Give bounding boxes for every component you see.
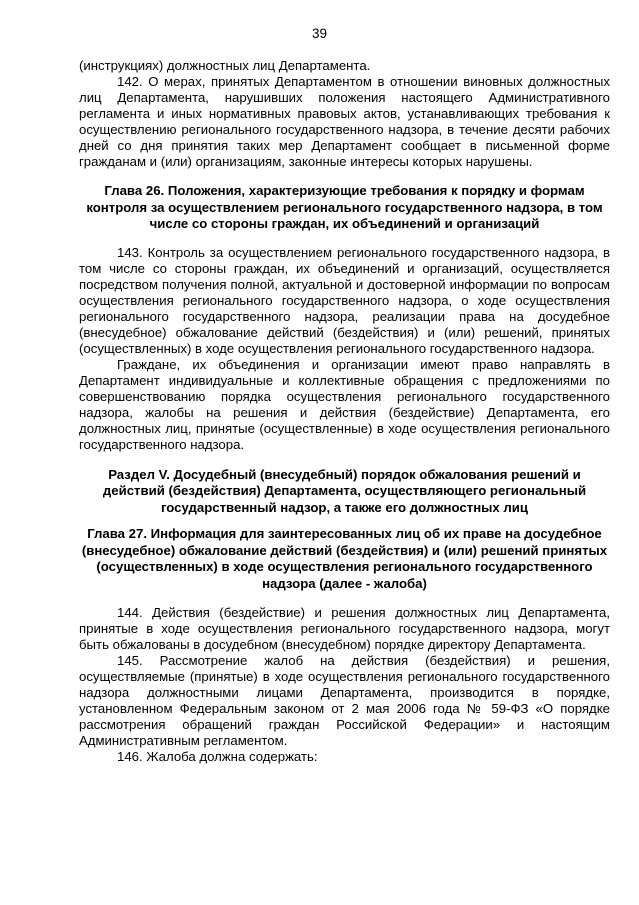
paragraph-146: 146. Жалоба должна содержать: [117,749,318,764]
chapter-26-heading: Глава 26. Положения, характеризующие требования к порядку и формам контроля за осуществлением регионального государственного надзора, в том числе со стороны граждан, их объединений и организаций [86,183,603,231]
paragraph-citizens-rights: Граждане, их объединения и организации имеют право направлять в Департамент индивидуальные и коллективные обращения с предложениями по совершенствованию порядка осуществления регионального государственного надзора, жалобы на решения и действия (бездействие) Департамента, его должностных лиц, принятые (осуществленные) в ходе осуществления регионального государственного надзора. [79,356,610,452]
page-number: 39 [311,26,328,41]
chapter-27-heading: Глава 27. Информация для заинтересованных лиц об их праве на досудебное (внесудебное) обжалование действий (бездействия) и (или) решений принятых (осуществленных) в ходе осуществления регионального государственного надзора (далее - жалоба) [81,526,608,591]
paragraph-144: 144. Действия (бездействие) и решения должностных лиц Департамента, принятые в ходе осуществления регионального государственного надзора, могут быть обжалованы в досудебном (внесудебном) порядке директору Департамента. [79,605,610,652]
page-content [79,58,610,765]
section-5-heading: Раздел V. Досудебный (внесудебный) порядок обжалования решений и действий (бездействия) Департамента, осуществляющего региональный государственный надзор, а также его должностных лиц [102,466,587,515]
paragraph-continuation: (инструкциях) должностных лиц Департамента. [79,58,371,73]
paragraph-145: 145. Рассмотрение жалоб на действия (бездействия) и решения, осуществляемые (принятые) в ходе осуществления регионального государственного надзора должностными лицами Департамента, производится в порядке, установленном Федеральным законом от 2 мая 2006 года № 59-ФЗ «О порядке рассмотрения обращений граждан Российской Федерации» и настоящим Административным регламентом. [79,653,610,748]
paragraph-143: 143. Контроль за осуществлением регионального государственного надзора, в том числе со стороны граждан, их объединений и организаций, осуществляется посредством получения полной, актуальной и достоверной информации по вопросам осуществления регионального государственного надзора, о ходе осуществления регионального государственного надзора, реализации права на досудебное (внесудебное) обжалование действий (бездействия) и (или) решений, принятых (осуществленных) в ходе осуществления регионального государственного надзора. [79,244,610,356]
paragraph-142: 142. О мерах, принятых Департаментом в отношении виновных должностных лиц Департамента, нарушивших положения настоящего Административного регламента и иных нормативных правовых актов, устанавливающих требования к осуществлению регионального государственного надзора, в течение десяти рабочих дней со дня принятия таких мер Департамент сообщает в письменной форме гражданам и (или) организациям, законные интересы которых нарушены. [79,74,610,169]
